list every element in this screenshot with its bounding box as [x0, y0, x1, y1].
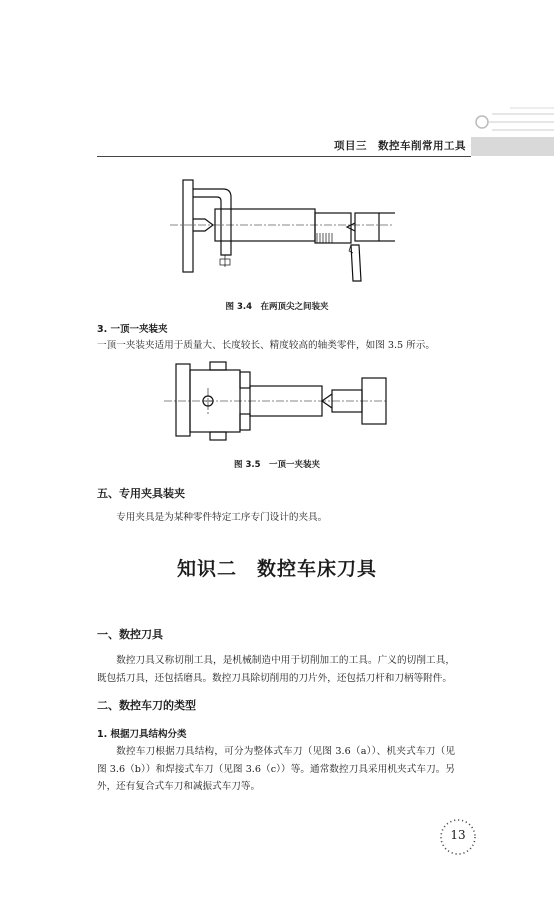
section-3-heading: 3. 一顶一夹装夹: [97, 324, 168, 335]
figure-3-5-drawing: [160, 358, 390, 446]
section-2-text: 数控车刀根据刀具结构，可分为整体式车刀（见图 3.6（a））、机夹式车刀（见图 3.6（b））和焊接式车刀（见图 3.6（c））等。通常数控刀具采用机夹式车刀。另外，还有复合式车刀和减振式车刀等。: [97, 746, 455, 792]
page-number: 13: [450, 828, 466, 842]
figure-3-4-caption: 图 3.4 在两顶尖之间装夹: [225, 302, 329, 312]
section-1-heading: 一、数控刀具: [97, 628, 163, 641]
section-2-sub-heading: 1. 根据刀具结构分类: [97, 729, 187, 740]
section-2-heading: 二、数控车刀的类型: [97, 699, 196, 712]
header-title: 项目三 数控车削常用工具: [334, 140, 466, 152]
header-decoration: [470, 100, 554, 140]
page-number-badge: [438, 817, 478, 857]
section-5-heading: 五、专用夹具装夹: [97, 487, 185, 500]
header-rule: [97, 156, 471, 157]
figure-3-4-drawing: [165, 175, 395, 285]
header-bar: [471, 137, 554, 156]
knowledge-title: 知识二 数控车床刀具: [176, 558, 377, 580]
figure-3-5-caption: 图 3.5 一顶一夹装夹: [233, 460, 321, 470]
section-3-text: 一顶一夹装夹适用于质量大、长度较长、精度较高的轴类零件，如图 3.5 所示。: [97, 340, 435, 351]
section-5-text: 专用夹具是为某种零件特定工序专门设计的夹具。: [116, 512, 328, 523]
section-1-text: 数控刀具又称切削工具，是机械制造中用于切削加工的工具。广义的切削工具，既包括刀具，还包括磨具。数控刀具除切削用的刀片外，还包括刀杆和刀柄等附件。: [97, 655, 455, 684]
